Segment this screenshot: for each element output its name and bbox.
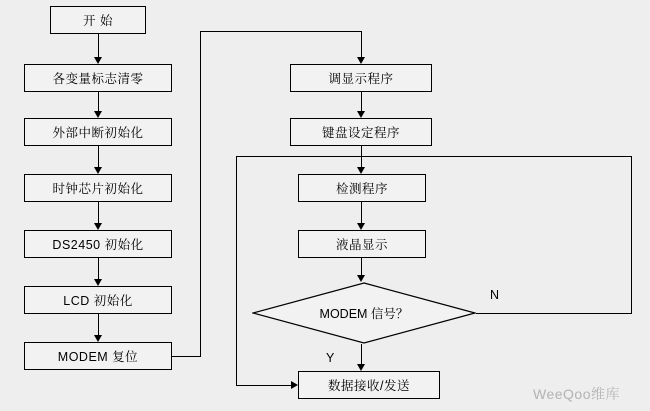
node-clock-chip-init [24,174,172,202]
arrowhead-ds2450-to-lcdinit [94,279,102,286]
node-detect-routine [298,174,426,202]
arrowhead-lcdshow-to-decision [357,275,365,282]
connector-modemrst-to-riser [172,356,201,357]
connector-top-bus-to-display [361,31,362,57]
connector-detect-to-lcdshow [361,202,362,223]
connector-decision-no-out [476,313,631,314]
connector-display-to-keyboard [361,92,362,111]
decision-modem-signal-label: MODEM 信号？ [319,307,409,321]
arrowhead-start-to-clear [94,57,102,64]
connector-no-return-to-datatrans [236,385,291,386]
arrowhead-extint-to-clockchip [94,167,102,174]
decision-modem-signal [252,282,476,344]
connector-no-return-drop [236,156,237,385]
arrowhead-decision-yes [357,364,365,371]
connector-clear-to-extint [98,92,99,111]
node-start [50,6,146,34]
connector-lcdshow-to-decision [361,258,362,275]
arrowhead-clear-to-extint [94,111,102,118]
node-modem-reset [24,342,172,370]
node-lcd-init-label: LCD 初始化 [63,294,133,308]
node-lcd-display-label: 液晶显示 [335,238,388,252]
node-clear-flags [24,64,172,92]
connector-clockchip-to-ds2450 [98,202,99,223]
connector-ds2450-to-lcdinit [98,258,99,279]
connector-start-to-clear [98,34,99,57]
node-detect-routine-label: 检测程序 [335,182,388,196]
node-modem-reset-label: MODEM 复位 [57,350,139,364]
connector-decision-yes [361,344,362,364]
node-external-interrupt-init [24,118,172,146]
node-ds2450-init [24,230,172,258]
node-ds2450-init-label: DS2450 初始化 [52,238,144,252]
arrowhead-detect-to-lcdshow [357,223,365,230]
watermark: WeeQoo维库 [533,386,620,402]
arrowhead-no-return-to-datatrans [291,381,298,389]
edge-label-no: N [490,288,500,302]
node-data-receive-send-label: 数据接收/发送 [328,379,410,393]
node-display-routine-label: 调显示程序 [328,72,394,86]
connector-no-return-top [236,156,632,157]
node-data-receive-send [298,371,440,399]
arrowhead-keyboard-to-detect [357,167,365,174]
node-keyboard-setup-routine-label: 键盘设定程序 [321,126,400,140]
node-display-routine [290,64,432,92]
node-lcd-init [24,286,172,314]
arrowhead-clockchip-to-ds2450 [94,223,102,230]
edge-label-yes: Y [326,351,335,365]
node-keyboard-setup-routine [290,118,432,146]
connector-lcdinit-to-modemrst [98,314,99,335]
arrowhead-lcdinit-to-modemrst [94,335,102,342]
connector-extint-to-clockchip [98,146,99,167]
connector-no-riser [631,156,632,314]
arrowhead-display-to-keyboard [357,111,365,118]
node-lcd-display [298,230,426,258]
arrowhead-top-bus-to-display [357,57,365,64]
connector-modemrst-right-riser [200,31,201,356]
node-external-interrupt-init-label: 外部中断初始化 [52,126,144,140]
connector-top-bus [200,31,361,32]
node-clear-flags-label: 各变量标志清零 [52,72,144,86]
node-clock-chip-init-label: 时钟芯片初始化 [52,182,144,196]
node-start-label: 开 始 [83,14,113,28]
